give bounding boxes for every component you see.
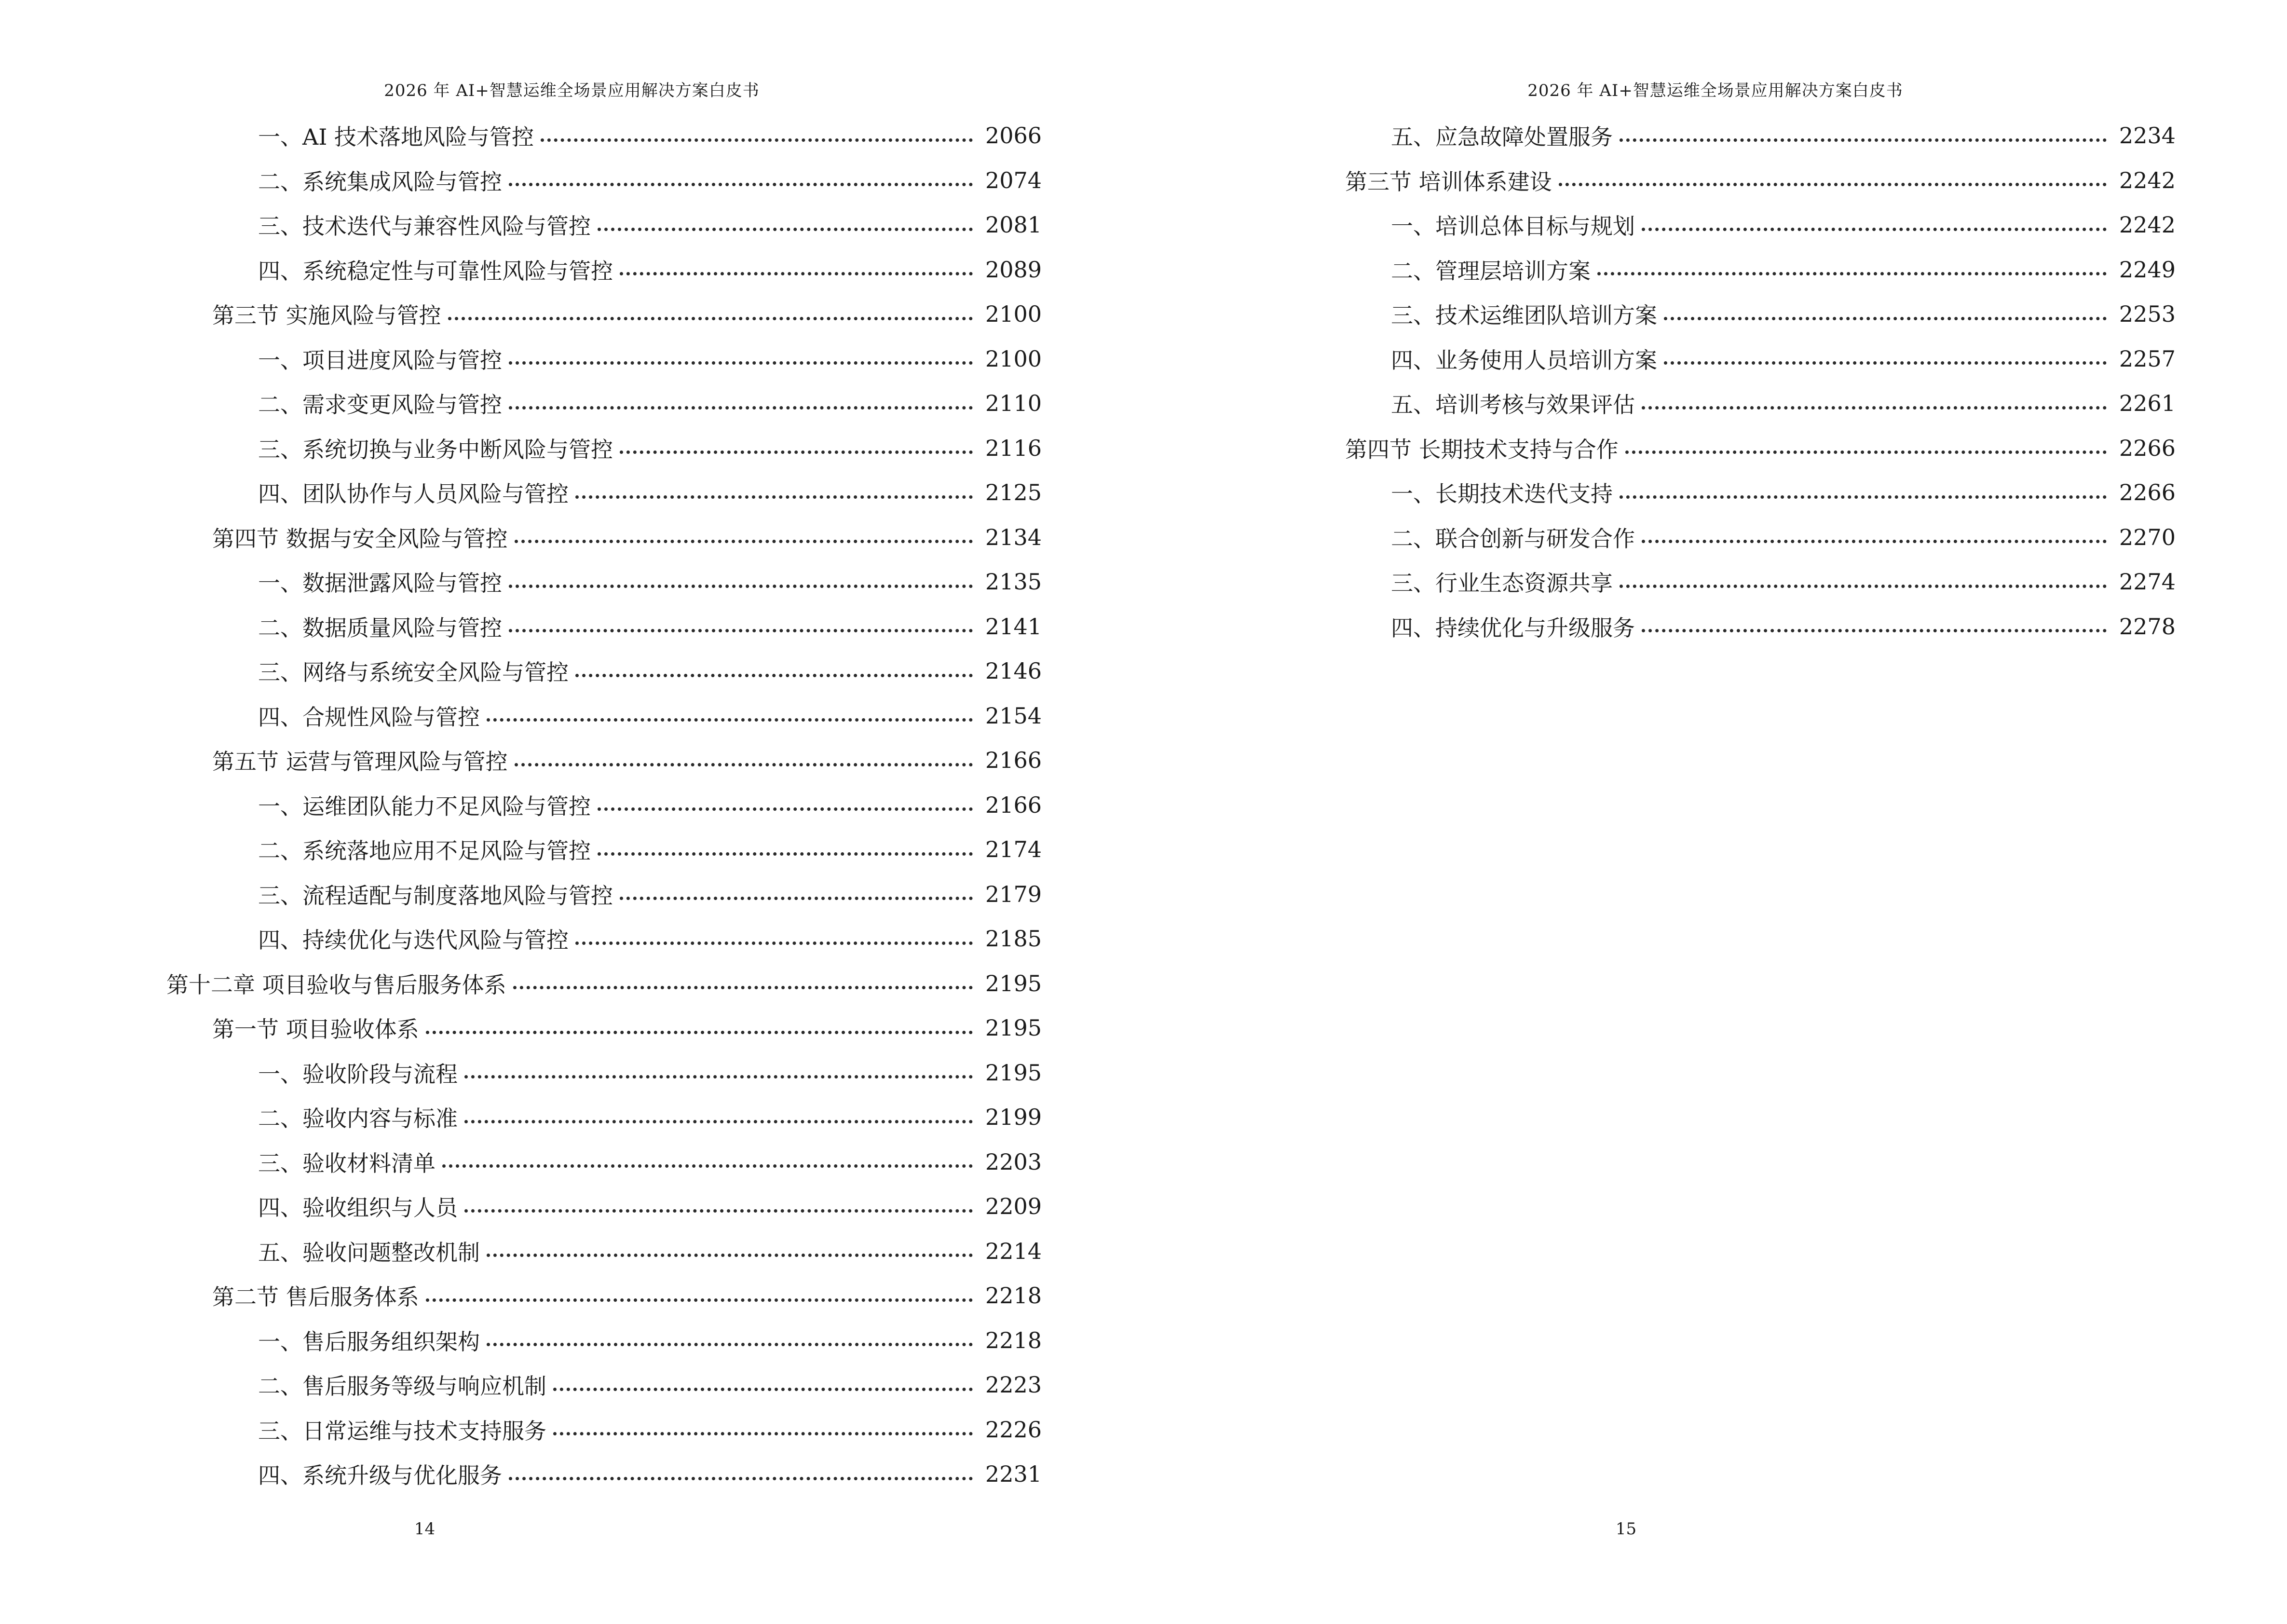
toc-entry-page-number: 2179 xyxy=(985,881,1042,907)
dot-leader xyxy=(1620,495,2107,499)
page-header: 2026 年 AI+智慧运维全场景应用解决方案白皮书 xyxy=(384,81,760,100)
toc-entry-page-number: 2195 xyxy=(985,1015,1042,1041)
toc-entry-page-number: 2125 xyxy=(985,479,1042,506)
toc-entry-page-number: 2116 xyxy=(985,435,1042,461)
right-page xyxy=(1144,0,2287,1624)
dot-leader xyxy=(1664,361,2107,365)
toc-entry-title: 一、项目进度风险与管控 xyxy=(258,347,502,373)
toc-entry-title: 二、售后服务等级与响应机制 xyxy=(258,1373,546,1400)
toc-entry[interactable] xyxy=(0,515,1042,560)
toc-entry-page-number: 2257 xyxy=(2119,345,2176,372)
toc-entry-title: 二、系统集成风险与管控 xyxy=(258,168,502,195)
toc-entry-page-number: 2081 xyxy=(985,212,1042,238)
dot-leader xyxy=(1642,629,2107,632)
dot-leader xyxy=(487,718,973,722)
dot-leader xyxy=(464,1075,973,1078)
toc-entry[interactable] xyxy=(0,1140,1042,1185)
dot-leader xyxy=(541,138,973,142)
toc-entry-title: 四、系统升级与优化服务 xyxy=(258,1462,502,1489)
toc-entry-page-number: 2174 xyxy=(985,836,1042,863)
toc-entry-page-number: 2166 xyxy=(985,747,1042,774)
toc-entry-page-number: 2226 xyxy=(985,1416,1042,1443)
dot-leader xyxy=(509,361,973,365)
dot-leader xyxy=(509,406,973,409)
dot-leader xyxy=(1625,450,2107,454)
toc-entry-title: 一、长期技术迭代支持 xyxy=(1391,481,1613,507)
toc-entry[interactable] xyxy=(1144,113,2176,158)
toc-entry-title: 三、技术运维团队培训方案 xyxy=(1391,302,1657,329)
toc-entry-page-number: 2154 xyxy=(985,702,1042,729)
toc-entry[interactable] xyxy=(1144,515,2176,560)
toc-entry-title: 二、联合创新与研发合作 xyxy=(1391,525,1635,552)
toc-entry-page-number: 2199 xyxy=(985,1104,1042,1131)
toc-entry[interactable] xyxy=(1144,381,2176,426)
toc-entry[interactable] xyxy=(1144,426,2176,471)
toc-entry-page-number: 2166 xyxy=(985,792,1042,818)
toc-entry-page-number: 2066 xyxy=(985,123,1042,149)
toc-entry-title: 三、技术迭代与兼容性风险与管控 xyxy=(258,213,591,240)
dot-leader xyxy=(515,763,973,766)
toc-entry-page-number: 2110 xyxy=(985,390,1042,417)
toc-entry-title: 五、培训考核与效果评估 xyxy=(1391,392,1635,418)
toc-entry[interactable] xyxy=(0,113,1042,158)
toc-entry-title: 三、系统切换与业务中断风险与管控 xyxy=(258,436,613,463)
toc-entry-title: 三、网络与系统安全风险与管控 xyxy=(258,659,569,686)
dot-leader xyxy=(1664,317,2107,320)
toc-entry-title: 四、业务使用人员培训方案 xyxy=(1391,347,1657,373)
dot-leader xyxy=(1559,183,2107,186)
toc-entry-page-number: 2253 xyxy=(2119,301,2176,328)
toc-entry-page-number: 2242 xyxy=(2119,167,2176,193)
toc-entry-page-number: 2218 xyxy=(985,1327,1042,1353)
dot-leader xyxy=(1642,540,2107,543)
toc-entry-title: 三、流程适配与制度落地风险与管控 xyxy=(258,882,613,909)
toc-entry-page-number: 2100 xyxy=(985,301,1042,328)
toc-entry-title: 第一节 项目验收体系 xyxy=(212,1016,419,1043)
toc-entry[interactable] xyxy=(0,470,1042,515)
dot-leader xyxy=(513,986,973,989)
toc-entry[interactable] xyxy=(1144,604,2176,649)
dot-leader xyxy=(553,1388,973,1391)
dot-leader xyxy=(448,317,973,320)
dot-leader xyxy=(620,450,973,454)
toc-entry-page-number: 2146 xyxy=(985,658,1042,684)
toc-entry-title: 第三节 培训体系建设 xyxy=(1345,168,1552,195)
dot-leader xyxy=(598,852,973,856)
toc-entry-title: 第四节 数据与安全风险与管控 xyxy=(212,525,508,552)
toc-entry-page-number: 2266 xyxy=(2119,435,2176,461)
toc-entry-page-number: 2223 xyxy=(985,1372,1042,1398)
toc-list xyxy=(1144,113,2176,649)
toc-entry[interactable] xyxy=(0,337,1042,382)
toc-entry-title: 二、管理层培训方案 xyxy=(1391,258,1591,284)
toc-entry-title: 二、需求变更风险与管控 xyxy=(258,392,502,418)
toc-entry[interactable] xyxy=(0,827,1042,872)
toc-entry-title: 四、持续优化与升级服务 xyxy=(1391,614,1635,641)
toc-entry[interactable] xyxy=(0,961,1042,1006)
toc-entry-title: 三、行业生态资源共享 xyxy=(1391,570,1613,597)
dot-leader xyxy=(620,897,973,900)
toc-entry[interactable] xyxy=(0,1006,1042,1051)
toc-entry-page-number: 2203 xyxy=(985,1148,1042,1175)
toc-entry[interactable] xyxy=(0,1229,1042,1274)
toc-entry[interactable] xyxy=(1144,337,2176,382)
toc-entry[interactable] xyxy=(0,1407,1042,1452)
toc-entry[interactable] xyxy=(0,916,1042,961)
toc-entry[interactable] xyxy=(0,738,1042,783)
dot-leader xyxy=(426,1031,973,1034)
toc-entry[interactable] xyxy=(0,1273,1042,1318)
dot-leader xyxy=(1620,585,2107,588)
dot-leader xyxy=(426,1298,973,1302)
dot-leader xyxy=(509,585,973,588)
page-header: 2026 年 AI+智慧运维全场景应用解决方案白皮书 xyxy=(1527,81,1903,100)
toc-entry[interactable] xyxy=(0,1184,1042,1229)
toc-entry[interactable] xyxy=(1144,560,2176,604)
toc-entry-page-number: 2185 xyxy=(985,926,1042,952)
toc-entry-page-number: 2214 xyxy=(985,1238,1042,1264)
toc-entry-page-number: 2074 xyxy=(985,167,1042,193)
toc-entry[interactable] xyxy=(0,604,1042,649)
toc-entry[interactable] xyxy=(0,560,1042,604)
toc-entry-title: 二、系统落地应用不足风险与管控 xyxy=(258,838,591,864)
page-number: 15 xyxy=(1615,1519,1637,1539)
toc-entry-page-number: 2195 xyxy=(985,1059,1042,1086)
dot-leader xyxy=(575,495,973,499)
dot-leader xyxy=(509,629,973,632)
dot-leader xyxy=(464,1209,973,1213)
toc-entry-title: 五、验收问题整改机制 xyxy=(258,1239,480,1266)
toc-entry-page-number: 2209 xyxy=(985,1193,1042,1220)
dot-leader xyxy=(1620,138,2107,142)
toc-entry-page-number: 2195 xyxy=(985,970,1042,996)
toc-entry[interactable] xyxy=(0,1452,1042,1497)
toc-entry-page-number: 2261 xyxy=(2119,390,2176,417)
dot-leader xyxy=(598,807,973,811)
page-number: 14 xyxy=(414,1519,436,1539)
dot-leader xyxy=(487,1343,973,1346)
toc-entry-title: 三、日常运维与技术支持服务 xyxy=(258,1418,546,1444)
toc-entry-page-number: 2100 xyxy=(985,345,1042,372)
dot-leader xyxy=(515,540,973,543)
toc-entry-title: 第五节 运营与管理风险与管控 xyxy=(212,749,508,775)
toc-entry[interactable] xyxy=(0,292,1042,337)
toc-entry-title: 一、数据泄露风险与管控 xyxy=(258,570,502,597)
toc-entry[interactable] xyxy=(1144,203,2176,247)
toc-entry-title: 四、团队协作与人员风险与管控 xyxy=(258,481,569,507)
toc-entry-page-number: 2218 xyxy=(985,1283,1042,1309)
toc-entry-page-number: 2274 xyxy=(2119,569,2176,595)
toc-entry[interactable] xyxy=(0,381,1042,426)
toc-entry[interactable] xyxy=(0,203,1042,247)
toc-entry-page-number: 2141 xyxy=(985,613,1042,640)
toc-entry-title: 四、合规性风险与管控 xyxy=(258,704,480,730)
dot-leader xyxy=(464,1120,973,1123)
toc-entry-title: 第四节 长期技术支持与合作 xyxy=(1345,436,1619,463)
dot-leader xyxy=(553,1432,973,1435)
toc-entry[interactable] xyxy=(1144,292,2176,337)
toc-entry-title: 一、验收阶段与流程 xyxy=(258,1061,458,1087)
toc-entry-page-number: 2135 xyxy=(985,569,1042,595)
toc-entry-title: 第二节 售后服务体系 xyxy=(212,1284,419,1310)
toc-entry[interactable] xyxy=(0,426,1042,471)
toc-entry-title: 一、培训总体目标与规划 xyxy=(1391,213,1635,240)
dot-leader xyxy=(1642,406,2107,409)
toc-entry-title: 一、AI 技术落地风险与管控 xyxy=(258,124,534,150)
toc-entry[interactable] xyxy=(1144,470,2176,515)
toc-entry-page-number: 2249 xyxy=(2119,256,2176,283)
toc-entry[interactable] xyxy=(0,247,1042,292)
toc-entry[interactable] xyxy=(1144,158,2176,203)
toc-entry-page-number: 2242 xyxy=(2119,212,2176,238)
toc-entry-title: 二、验收内容与标准 xyxy=(258,1105,458,1132)
dot-leader xyxy=(1642,228,2107,231)
toc-list xyxy=(0,113,1042,1497)
dot-leader xyxy=(442,1164,973,1168)
toc-entry[interactable] xyxy=(1144,247,2176,292)
toc-entry[interactable] xyxy=(0,694,1042,738)
dot-leader xyxy=(509,183,973,186)
toc-entry[interactable] xyxy=(0,649,1042,694)
toc-entry-title: 五、应急故障处置服务 xyxy=(1391,124,1613,150)
toc-entry-page-number: 2234 xyxy=(2119,123,2176,149)
toc-entry-page-number: 2231 xyxy=(985,1461,1042,1488)
toc-entry[interactable] xyxy=(0,1051,1042,1095)
toc-entry-title: 三、验收材料清单 xyxy=(258,1150,436,1176)
toc-entry[interactable] xyxy=(0,1363,1042,1407)
toc-entry[interactable] xyxy=(0,158,1042,203)
toc-entry-title: 第三节 实施风险与管控 xyxy=(212,302,441,329)
dot-leader xyxy=(1597,272,2107,275)
dot-leader xyxy=(487,1254,973,1257)
toc-entry-title: 一、售后服务组织架构 xyxy=(258,1328,480,1355)
toc-entry-page-number: 2134 xyxy=(985,524,1042,550)
dot-leader xyxy=(575,674,973,677)
toc-entry-page-number: 2266 xyxy=(2119,479,2176,506)
toc-entry[interactable] xyxy=(0,1095,1042,1140)
dot-leader xyxy=(575,942,973,945)
dot-leader xyxy=(620,272,973,275)
toc-entry-title: 四、持续优化与迭代风险与管控 xyxy=(258,927,569,954)
toc-entry[interactable] xyxy=(0,872,1042,917)
toc-entry-title: 第十二章 项目验收与售后服务体系 xyxy=(166,971,506,998)
toc-entry-title: 四、系统稳定性与可靠性风险与管控 xyxy=(258,258,613,284)
toc-entry[interactable] xyxy=(0,1318,1042,1363)
toc-entry-page-number: 2270 xyxy=(2119,524,2176,550)
toc-entry-page-number: 2278 xyxy=(2119,613,2176,640)
toc-entry-title: 二、数据质量风险与管控 xyxy=(258,614,502,641)
toc-entry-title: 四、验收组织与人员 xyxy=(258,1195,458,1221)
toc-entry-page-number: 2089 xyxy=(985,256,1042,283)
toc-entry[interactable] xyxy=(0,783,1042,828)
dot-leader xyxy=(598,228,973,231)
toc-entry-title: 一、运维团队能力不足风险与管控 xyxy=(258,793,591,819)
dot-leader xyxy=(509,1477,973,1480)
